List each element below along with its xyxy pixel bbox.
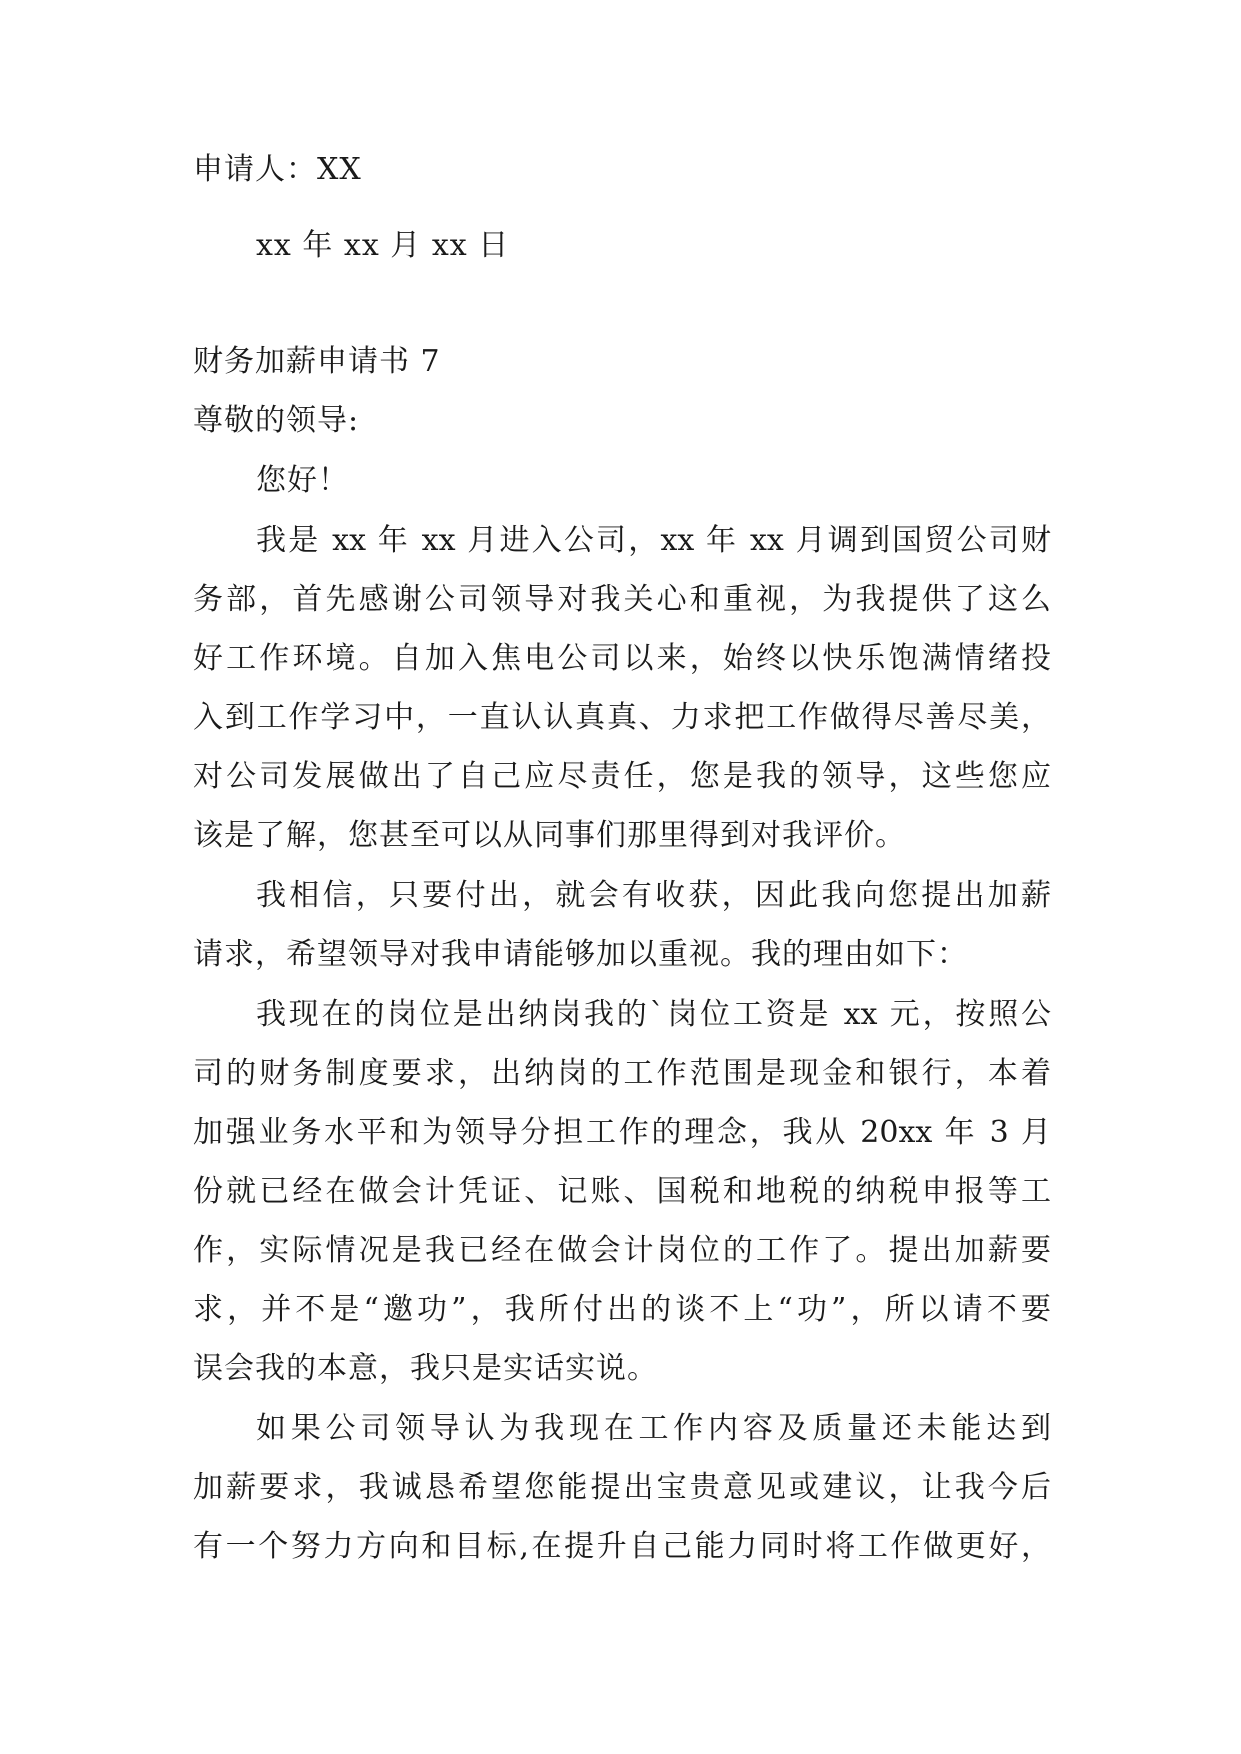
paragraph-3-line-5: 作，实际情况是我已经在做会计岗位的工作了。提出加薪要	[193, 1233, 1051, 1268]
letter-title: 财务加薪申请书 7	[193, 344, 441, 379]
paragraph-1-line-6: 该是了解，您甚至可以从同事们那里得到对我评价。	[193, 818, 906, 853]
paragraph-3-line-2: 司的财务制度要求，出纳岗的工作范围是现金和银行，本着	[193, 1056, 1051, 1091]
salutation: 尊敬的领导:	[193, 403, 360, 438]
paragraph-1-line-4: 入到工作学习中，一直认认真真、力求把工作做得尽善尽美，	[193, 700, 1051, 735]
paragraph-3-line-4: 份就已经在做会计凭证、记账、国税和地税的纳税申报等工	[193, 1174, 1051, 1209]
paragraph-2-line-1: 我相信，只要付出，就会有收获，因此我向您提出加薪	[256, 878, 1051, 913]
greeting: 您好！	[256, 463, 349, 498]
paragraph-3-line-3: 加强业务水平和为领导分担工作的理念，我从 20xx 年 3 月	[193, 1115, 1051, 1150]
paragraph-4-line-3: 有一个努力方向和目标,在提升自己能力同时将工作做更好，	[193, 1529, 1051, 1564]
paragraph-3-line-7: 误会我的本意，我只是实话实说。	[193, 1351, 658, 1386]
paragraph-4-line-2: 加薪要求，我诚恳希望您能提出宝贵意见或建议，让我今后	[193, 1470, 1051, 1505]
date-line: xx 年 xx 月 xx 日	[256, 228, 510, 263]
paragraph-1-line-3: 好工作环境。自加入焦电公司以来，始终以快乐饱满情绪投	[193, 641, 1051, 676]
paragraph-3-line-1: 我现在的岗位是出纳岗我的`岗位工资是 xx 元，按照公	[256, 997, 1051, 1032]
paragraph-1-line-1: 我是 xx 年 xx 月进入公司，xx 年 xx 月调到国贸公司财	[256, 523, 1051, 558]
paragraph-2-line-2: 请求，希望领导对我申请能够加以重视。我的理由如下：	[193, 937, 968, 972]
paragraph-1-line-5: 对公司发展做出了自己应尽责任，您是我的领导，这些您应	[193, 759, 1051, 794]
applicant-line: 申请人：XX	[193, 152, 362, 187]
paragraph-1-line-2: 务部，首先感谢公司领导对我关心和重视，为我提供了这么	[193, 582, 1051, 617]
paragraph-3-line-6: 求，并不是“邀功”，我所付出的谈不上“功”，所以请不要	[193, 1292, 1051, 1327]
paragraph-4-line-1: 如果公司领导认为我现在工作内容及质量还未能达到	[256, 1411, 1051, 1446]
